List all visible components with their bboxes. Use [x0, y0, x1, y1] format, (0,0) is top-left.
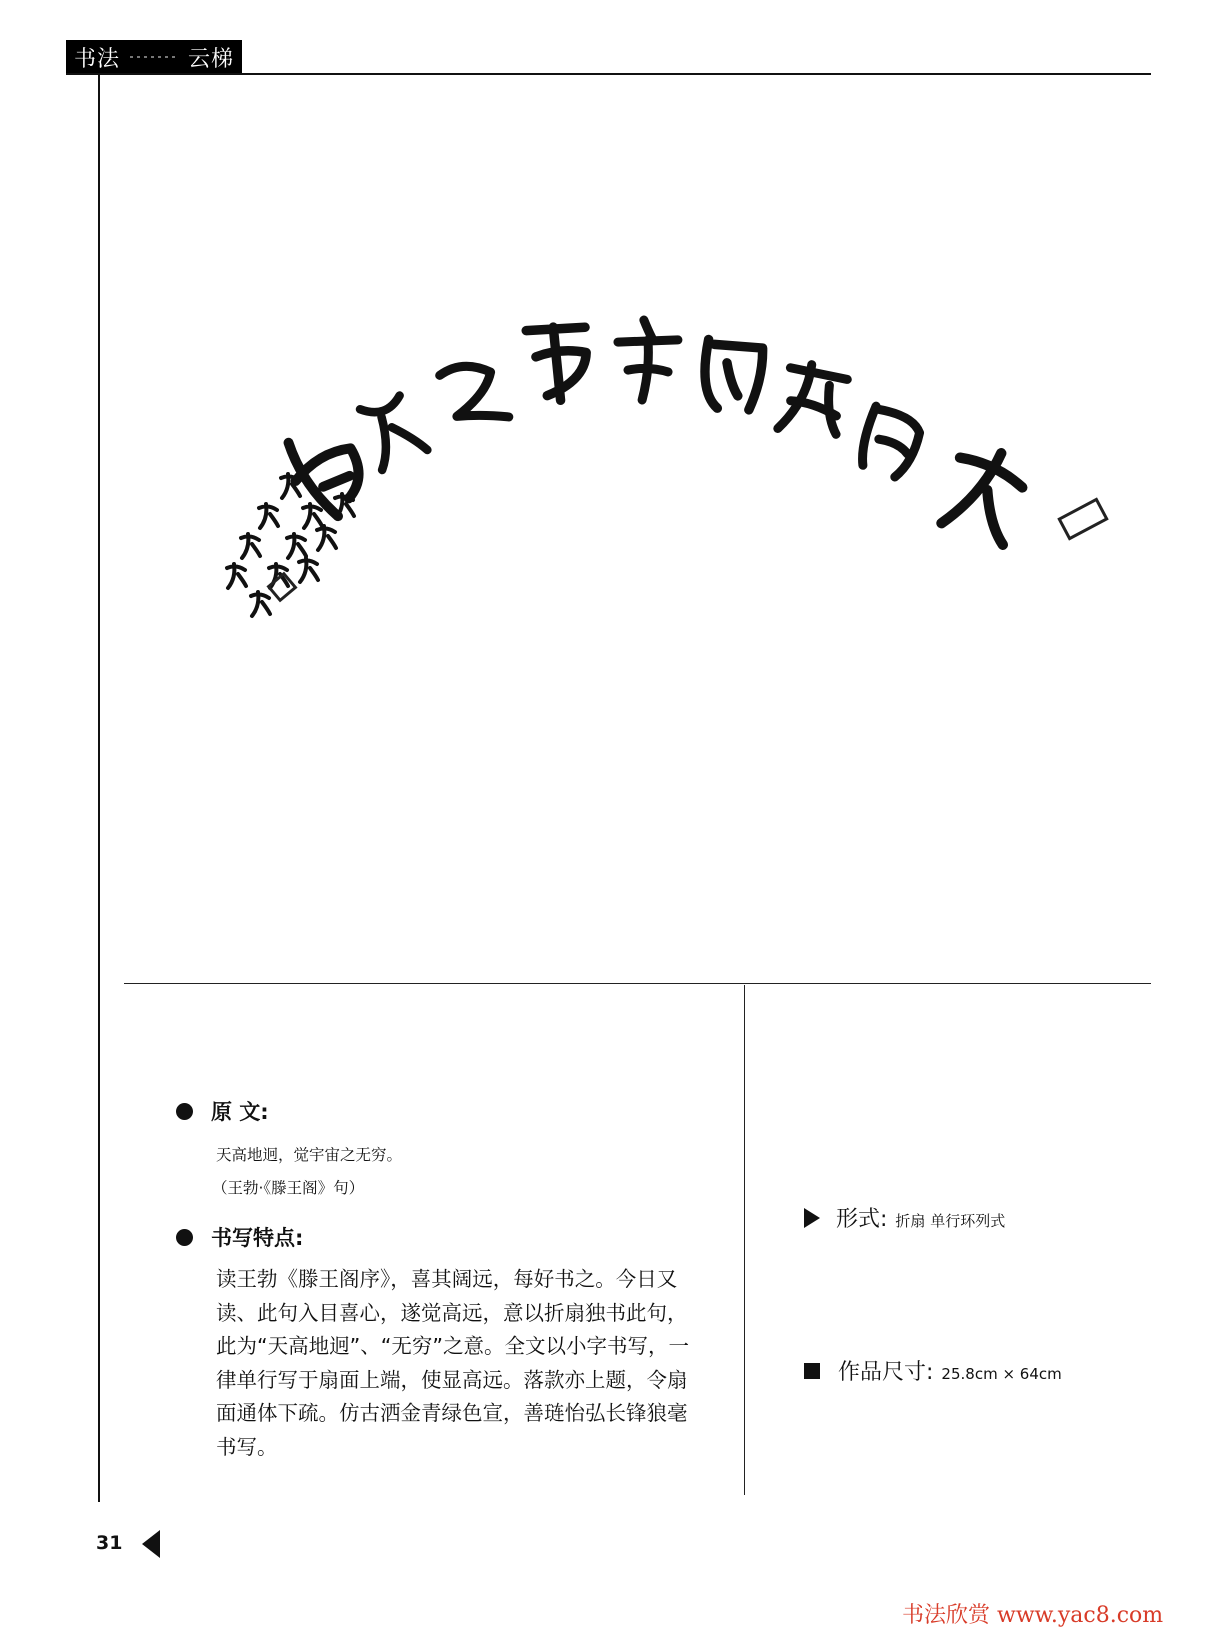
bullet-icon: [176, 1229, 193, 1246]
writing-features-title: 书写特点:: [211, 1226, 304, 1250]
inscription-stroke: [303, 504, 322, 528]
page-arrow-icon: [142, 1530, 160, 1558]
fan-calligraphy-artwork: [100, 76, 1160, 976]
bullet-icon: [176, 1103, 193, 1120]
seal-mark: [1059, 499, 1106, 538]
section-divider-rule: [124, 983, 1151, 984]
writing-features-body: 读王勃《滕王阁序》，喜其阔远，每好书之。今日又读、此句入目喜心，遂觉高远，意以折扇独书此句，此为“天高地迥”、“无穷”之意。全文以小字书写，一律单行写于扇面上端，使显高远。落款亦上题，令扇面通体下疏。仿古洒金青绿色宣，善琏怡弘长锋狼毫书写。: [216, 1267, 689, 1459]
inscription-stroke: [287, 534, 306, 558]
inscription-stroke: [259, 504, 278, 528]
inscription-stroke: [299, 558, 318, 582]
calligraphy-stroke: [526, 323, 594, 403]
inscription-stroke: [317, 526, 336, 550]
original-text-title: 原 文:: [211, 1100, 269, 1124]
calligraphy-stroke: [279, 419, 376, 526]
inscription-stroke: [227, 564, 246, 588]
size-info: [804, 1355, 1062, 1386]
calligraphy-stroke: [358, 392, 428, 470]
header-rule: [66, 73, 1151, 75]
header-left-label: 书法: [74, 46, 121, 72]
form-value: 折扇 单行环列式: [895, 1212, 1006, 1230]
inscription-stroke: [335, 494, 354, 518]
form-label: 形式:: [836, 1207, 888, 1232]
size-label: 作品尺寸:: [838, 1360, 934, 1385]
original-text-line: 天高地迥，觉宇宙之无穷。: [216, 1146, 403, 1164]
header-dotted-spacer: [130, 56, 178, 58]
calligraphy-stroke: [855, 406, 924, 480]
section-header-tab: [66, 40, 242, 74]
page-number: 31: [96, 1532, 123, 1554]
calligraphy-stroke: [700, 339, 764, 412]
calligraphy-stroke: [618, 320, 678, 400]
inscription-stroke: [281, 474, 300, 498]
original-source-line: （王勃·《滕王阁》句）: [212, 1179, 365, 1197]
calligraphy-stroke: [439, 358, 509, 432]
writing-features-heading: [176, 1222, 303, 1252]
square-bullet-icon: [804, 1363, 820, 1379]
header-right-label: 云梯: [187, 46, 234, 72]
calligraphy-stroke: [929, 437, 1040, 553]
inscription-stroke: [241, 534, 260, 558]
triangle-bullet-icon: [804, 1208, 820, 1228]
calligraphy-stroke: [776, 360, 851, 442]
column-divider-rule: [744, 985, 745, 1495]
size-value: 25.8cm × 64cm: [941, 1365, 1062, 1383]
original-text-heading: [176, 1096, 269, 1126]
site-watermark: 书法欣赏 www.yac8.com: [902, 1603, 1164, 1628]
form-info: [804, 1202, 1005, 1233]
inscription-stroke: [251, 592, 270, 616]
